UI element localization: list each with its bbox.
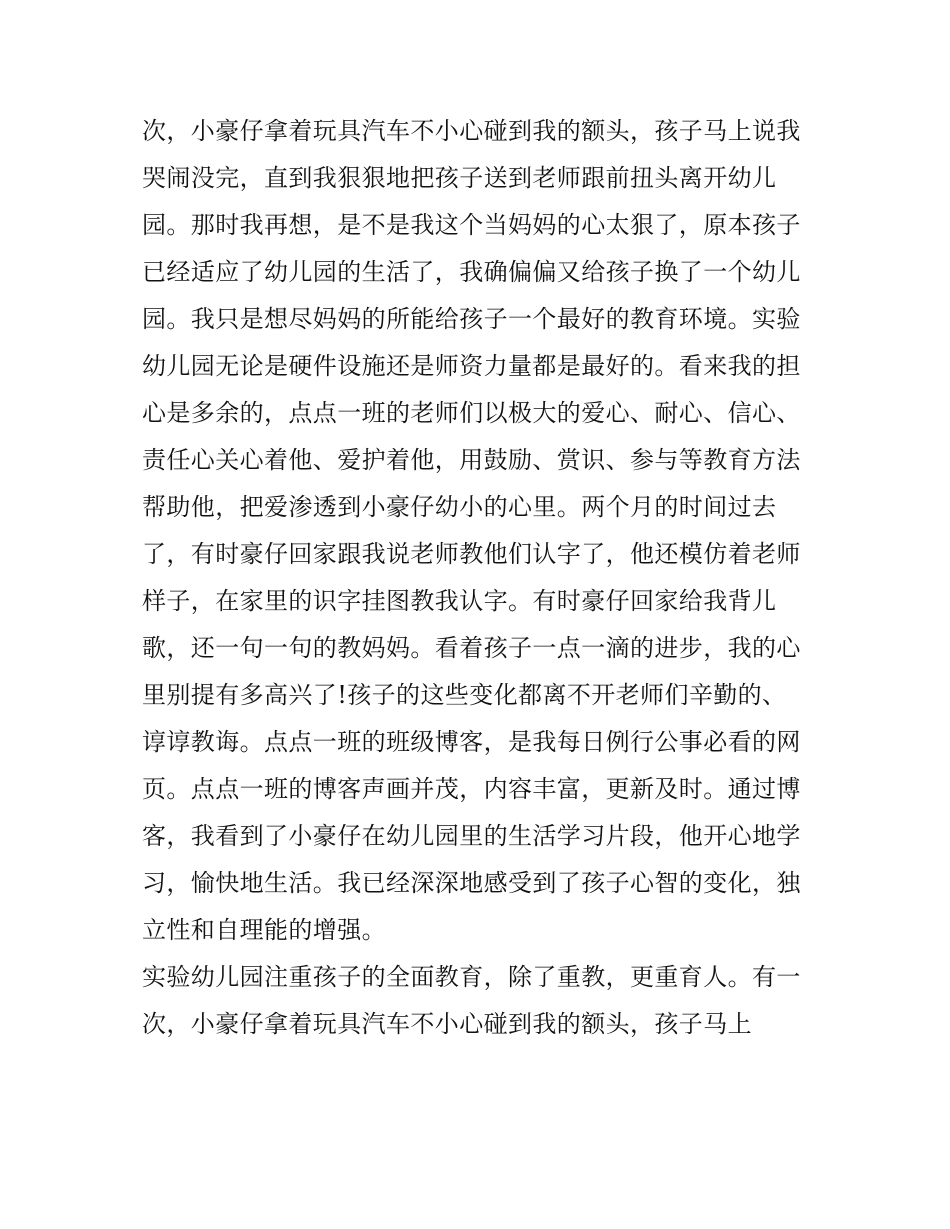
text-line: 客，我看到了小豪仔在幼儿园里的生活学习片段，他开心地学 xyxy=(142,822,801,850)
text-line: 实验幼儿园注重孩子的全面教育，除了重教，更重育人。有一 xyxy=(142,963,801,991)
text-line: 责任心关心着他、爱护着他，用鼓励、赏识、参与等教育方法 xyxy=(142,446,801,474)
text-line: 样子，在家里的识字挂图教我认字。有时豪仔回家给我背儿 xyxy=(142,587,777,615)
text-line: 歌，还一句一句的教妈妈。看着孩子一点一滴的进步，我的心 xyxy=(142,634,801,662)
text-line: 页。点点一班的博客声画并茂，内容丰富，更新及时。通过博 xyxy=(142,775,801,803)
text-line: 园。那时我再想，是不是我这个当妈妈的心太狠了，原本孩子 xyxy=(142,211,801,239)
text-line: 园。我只是想尽妈妈的所能给孩子一个最好的教育环境。实验 xyxy=(142,305,801,333)
text-line: 帮助他，把爱渗透到小豪仔幼小的心里。两个月的时间过去 xyxy=(142,493,777,521)
body-text xyxy=(142,108,822,1048)
text-line: 习，愉快地生活。我已经深深地感受到了孩子心智的变化，独 xyxy=(142,869,801,897)
text-line: 哭闹没完，直到我狠狠地把孩子送到老师跟前扭头离开幼儿 xyxy=(142,164,777,192)
text-line: 次，小豪仔拿着玩具汽车不小心碰到我的额头，孩子马上 xyxy=(142,1010,752,1038)
text-line: 已经适应了幼儿园的生活了，我确偏偏又给孩子换了一个幼儿 xyxy=(142,258,801,286)
text-line: 次，小豪仔拿着玩具汽车不小心碰到我的额头，孩子马上说我 xyxy=(142,117,801,145)
text-line: 里别提有多高兴了!孩子的这些变化都离不开老师们辛勤的、 xyxy=(142,681,787,709)
text-line: 了，有时豪仔回家跟我说老师教他们认字了，他还模仿着老师 xyxy=(142,540,801,568)
text-line: 立性和自理能的增强。 xyxy=(142,916,386,944)
text-line: 幼儿园无论是硬件设施还是师资力量都是最好的。看来我的担 xyxy=(142,352,801,380)
text-line: 谆谆教诲。点点一班的班级博客，是我每日例行公事必看的网 xyxy=(142,728,801,756)
text-line: 心是多余的，点点一班的老师们以极大的爱心、耐心、信心、 xyxy=(142,399,801,427)
